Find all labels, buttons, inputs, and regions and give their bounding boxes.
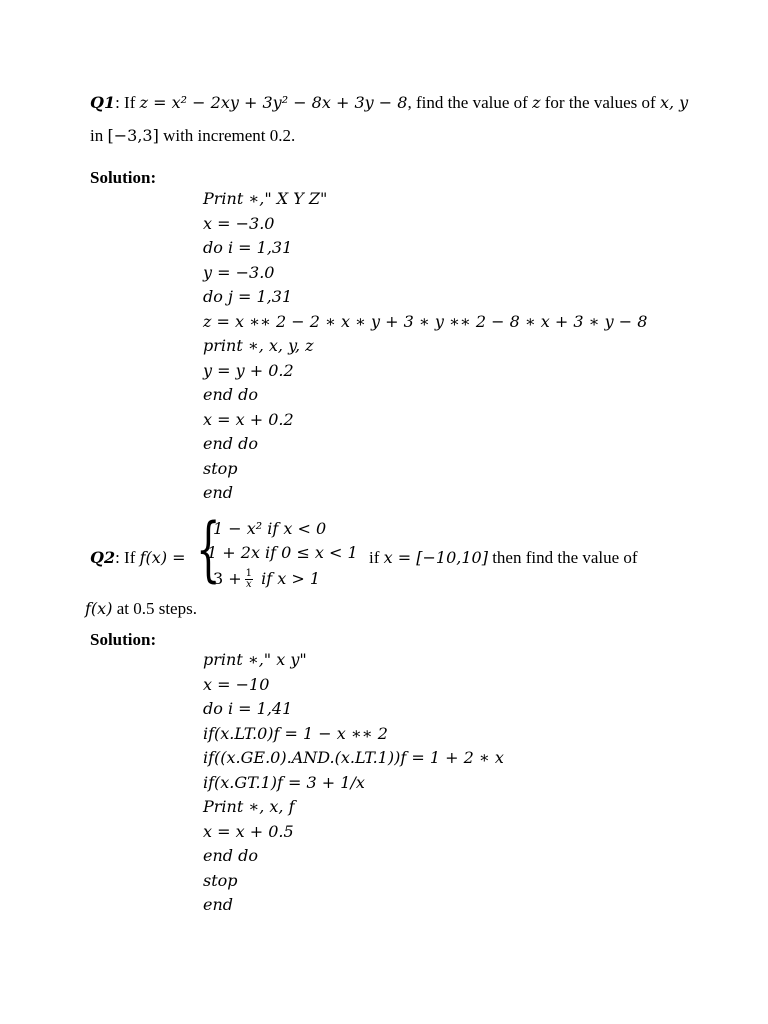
- q2-line2-tail: at 0.5 steps.: [112, 599, 197, 618]
- q1-sep: : If: [115, 93, 140, 112]
- code-line: if(x.GT.1)f = 3 + 1/x: [203, 772, 365, 792]
- code-line: x = x + 0.5: [203, 821, 294, 841]
- q2-condition: x = [−10,10]: [383, 548, 488, 567]
- q1-statement-line1: [90, 93, 688, 113]
- q1-tail-text: for the values of: [540, 93, 660, 112]
- code-line: x = −10: [203, 674, 270, 694]
- code-line: do i = 1,41: [203, 699, 293, 718]
- code-line: end: [203, 483, 234, 502]
- solution2-code-block: [203, 648, 504, 918]
- q2-label: Q2: [90, 548, 116, 567]
- q2-condition-text: [369, 548, 638, 568]
- q1-expression: z = x² − 2xy + 3y² − 8x + 3y − 8: [139, 93, 408, 112]
- solution2-label: Solution:: [90, 630, 157, 649]
- piecewise-brace: {: [196, 508, 221, 590]
- code-line: if((x.GE.0).AND.(x.LT.1))f = 1 + 2 ∗ x: [203, 748, 504, 767]
- solution1-code-block: [203, 187, 647, 506]
- piecewise-case-3: [213, 569, 320, 590]
- code-line: stop: [203, 870, 238, 890]
- code-line: end do: [203, 846, 258, 865]
- q1-mid-text: , find the value of: [407, 93, 533, 112]
- code-line: end do: [203, 434, 258, 453]
- code-line: y = −3.0: [203, 262, 275, 282]
- case3-condition: if x > 1: [261, 569, 321, 588]
- q1-line2-post: with increment 0.2.: [158, 126, 296, 145]
- q2-then-text: then find the value of: [487, 548, 638, 567]
- q1-label: Q1: [90, 93, 116, 112]
- case3-pre: 3 +: [213, 569, 242, 588]
- fraction-denominator: x: [246, 579, 252, 590]
- q2-statement-line2: [85, 599, 197, 619]
- code-line: end do: [203, 385, 258, 404]
- code-line: Print ∗," X Y Z": [203, 189, 328, 208]
- q1-statement-line2: [90, 126, 295, 146]
- q1-line2-pre: in: [90, 126, 108, 145]
- code-line: stop: [203, 458, 238, 478]
- q2-if: if: [369, 548, 384, 567]
- case3-fraction: [245, 569, 253, 590]
- q1-var-xy: x, y: [659, 93, 689, 112]
- q1-var-z: z: [532, 93, 541, 112]
- code-line: if(x.LT.0)f = 1 − x ∗∗ 2: [203, 723, 388, 743]
- code-line: z = x ∗∗ 2 − 2 ∗ x ∗ y + 3 ∗ y ∗∗ 2 − 8 ∗ x + 3 ∗ y − 8: [203, 311, 648, 331]
- code-line: end: [203, 895, 234, 914]
- code-line: do i = 1,31: [203, 238, 293, 257]
- code-line: Print ∗, x, f: [203, 797, 295, 816]
- q2-sep: : If: [115, 548, 140, 567]
- q1-range: [−3,3]: [107, 126, 159, 145]
- code-line: y = y + 0.2: [203, 360, 294, 380]
- piecewise-case-2: 1 + 2x if 0 ≤ x < 1: [207, 543, 358, 562]
- code-line: x = −3.0: [203, 213, 275, 233]
- code-line: print ∗, x, y, z: [203, 336, 314, 355]
- q2-intro: [90, 548, 186, 568]
- q2-line2-fx: f(x): [85, 599, 113, 618]
- code-line: print ∗," x y": [203, 650, 307, 669]
- code-line: x = x + 0.2: [203, 409, 294, 429]
- solution1-label: Solution:: [90, 168, 157, 187]
- fraction-numerator: 1: [245, 568, 253, 579]
- piecewise-case-1: 1 − x² if x < 0: [213, 519, 327, 538]
- q2-fx: f(x) =: [139, 548, 186, 567]
- code-line: do j = 1,31: [203, 287, 293, 306]
